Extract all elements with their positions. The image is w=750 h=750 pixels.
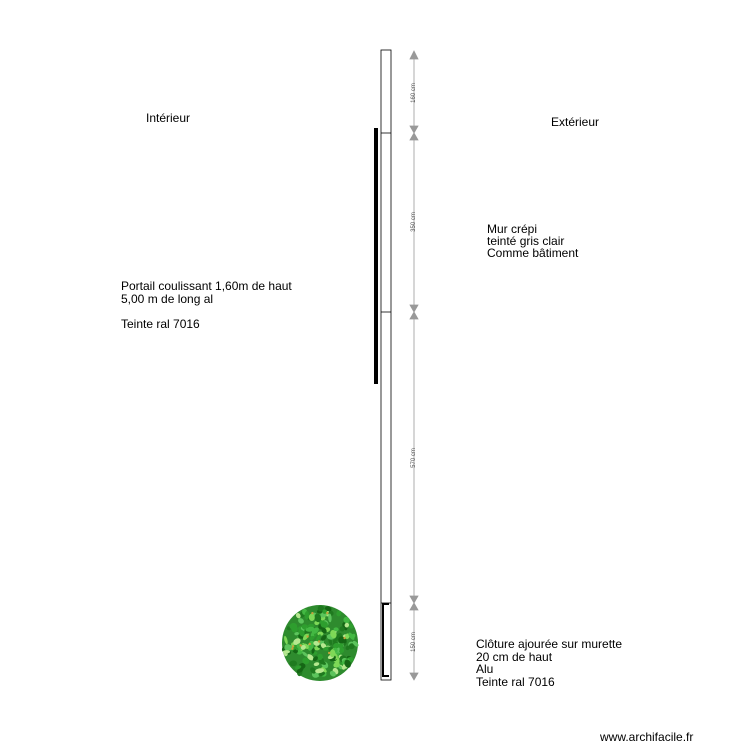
fence-description-line: 20 cm de haut <box>476 650 553 664</box>
dimension-line <box>410 51 418 680</box>
fence-description-line: Alu <box>476 662 494 676</box>
wall-strip <box>381 50 391 680</box>
dimension-label: 150 cm <box>411 632 417 652</box>
dimension-label: 570 cm <box>411 448 417 468</box>
exterior-label: Extérieur <box>551 115 600 129</box>
wall-description-line: teinté gris clair <box>487 234 565 248</box>
wall-description-line: Mur crépi <box>487 222 538 236</box>
wall-description-line: Comme bâtiment <box>487 246 579 260</box>
fence-description-line: Clôture ajourée sur murette <box>476 637 623 651</box>
dimension-label: 160 cm <box>411 83 417 103</box>
gate-description-line: 5,00 m de long al <box>121 292 214 306</box>
watermark: www.archifacile.fr <box>600 730 694 744</box>
dimension-label: 350 cm <box>411 212 417 232</box>
gate-description-line: Portail coulissant 1,60m de haut <box>121 279 292 293</box>
interior-label: Intérieur <box>146 111 191 125</box>
fence-description-line: Teinte ral 7016 <box>476 675 555 689</box>
tree-icon <box>282 605 360 681</box>
gate-description-line: Teinte ral 7016 <box>121 317 200 331</box>
sliding-gate <box>374 128 378 384</box>
